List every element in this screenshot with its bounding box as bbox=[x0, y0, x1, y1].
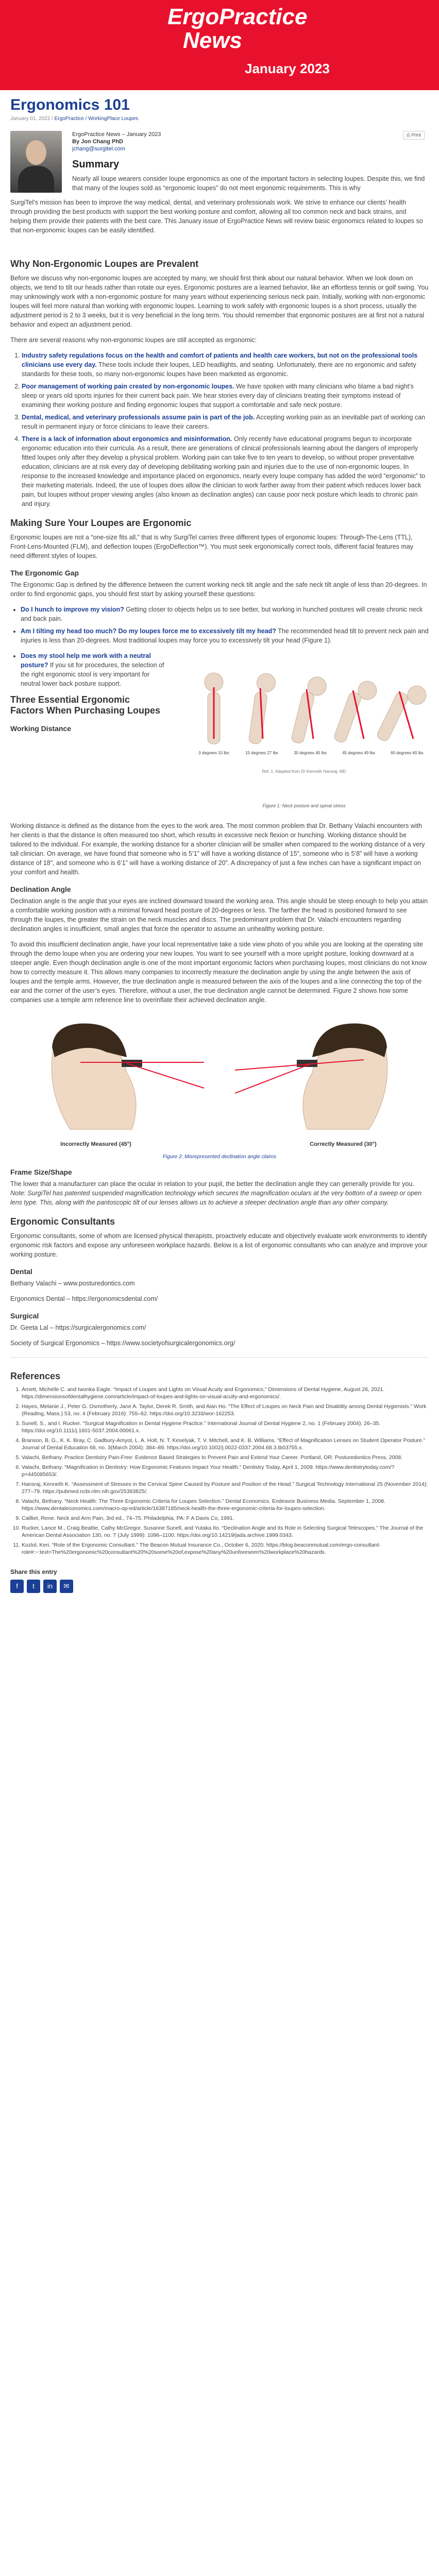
reference-item: 7. Hansraj, Kenneth K. “Assessment of Stresses in the Cervical Spine Caused by Posture and Position of the Head.” Surgical Technology International 25 (November 2014): 277–79. https://pubmed.ncbi.nlm.nih.gov/25393825/. bbox=[22, 1481, 429, 1495]
reference-item: 8. Valachi, Bethany. “Neck Health: The Three Ergonomic Criteria for Loupes Selection.” Dental Economics. Endeavor Business Media. September 1, 2008. https://www.dentaleconomics.com/macro-op-ed/article/16387185/neck-health-the-three-ergonomic-criteria-for-loupes-selection. bbox=[22, 1498, 429, 1512]
incorrect-measurement-illustration bbox=[52, 1024, 204, 1147]
subsection-heading: The Ergonomic Gap bbox=[10, 569, 79, 577]
figure-label: 15 degrees 27 lbs bbox=[245, 751, 278, 755]
issue-date: January 2023 bbox=[245, 61, 330, 76]
reference-item: 6. Valachi, Bethany. “Magnification in Dentistry: How Ergonomic Features Impact Your Health.” Dentistry Today, April 1, 2009. https://www.dentistrytoday.com/?p=445085653/. bbox=[22, 1464, 429, 1478]
reference-item: 9. Cailliet, Rene. Neck and Arm Pain, 3rd ed., 74–75. Philadelphia, PA: F A Davis Co, 1991. bbox=[22, 1515, 429, 1522]
reference-item: 3. Sunell, S., and I. Rucker. “Surgical Magnification in Dental Hygiene Practice.” International Journal of Dental Hygiene 2, no. 1 (February 2004): 26–35. https://doi.org/10.1111/j.1601-5037.2004.00061.x. bbox=[22, 1420, 429, 1434]
post-category-link[interactable]: ErgoPractice / WorkingPlace Loupes bbox=[54, 116, 139, 122]
figure-caption: Figure 2: Misrepresented declination angle claims bbox=[162, 1154, 277, 1160]
figure-label: Incorrectly Measured (45°) bbox=[60, 1141, 131, 1147]
paragraph: The lower that a manufacturer can place the ocular in relation to your pupil, the better the declination angle they can generally provide for you. Note: SurgiTel has patented suspended magnification technology which secures the magnification oculars at the very bottom of a sweep or open lens type. This, along with the pantoscopic tilt of our lenses allows us to achieve a steeper declination angle than any other company. bbox=[10, 1180, 421, 1206]
reference-item: 10. Rucker, Lance M., Craig Beattie, Cathy McGregor, Susanne Sunell, and Yutaka Ito. “Declination Angle and Its Role in Selecting Surgical Telescopes.” The Journal of the American Dental Association 130, no. 7 (July 1999): 1096–1100. https://doi.org/10.14219/jada.archive.1999.0343. bbox=[22, 1524, 429, 1539]
byline: ErgoPractice News – January 2023 By Jon Chang PhD jchang@surgitel.com bbox=[72, 131, 161, 152]
summary-heading: Summary bbox=[72, 159, 120, 170]
reference-item: 11. Kozlol, Keri. “Role of the Ergonomic Consultant.” The Beacon Mutual Insurance Co., October 6, 2020. https://blog.beaconmutual.com/ergo-consultant-role#:~:text=The%20ergonomic%20consultant%20%20some%20of,expose%20any%20unforeseen%20workplace%20hazards. bbox=[22, 1541, 429, 1556]
list-item: 1. Industry safety regulations focus on the health and comfort of patients and health care workers, but not on the professional tools clinicians use every day. These tools include their loupes, LED headlights, and seating. Unfortunately, there are no ergonomic and safety standards for these tools, so many non-ergonomic loupes have been marketed as ergonomic. bbox=[22, 351, 429, 379]
list-item: • Do I hunch to improve my vision? Getting closer to objects helps us to see better, but working in hunched postures will create chronic neck and back pain. bbox=[21, 605, 429, 623]
paragraph: There are several reasons why non-ergonomic loupes are still accepted as ergonomic: bbox=[10, 336, 257, 344]
subsection-heading: Surgical bbox=[10, 1312, 39, 1320]
reasons-list bbox=[22, 351, 429, 509]
references-heading: References bbox=[10, 1371, 61, 1381]
twitter-icon[interactable]: t bbox=[27, 1580, 40, 1593]
email-icon[interactable]: ✉ bbox=[60, 1580, 73, 1593]
paragraph: To avoid this insufficient declination angle, have your local representative take a side view photo of you while you are looking at the operating site through the demo loupe when you are ordering your new loupes. You want to see yourself with a more upright posture, looking downward at a steeper angle. Even though declination angle is one of the most important ergonomic factors when purchasing loupes, most clinicians do not know how to correctly measure it. This allows many companies to incorrectly measure the declination angle by using the angle between the axis of loupes and the temple arms. However, the true declination angle is measured between the axis of the loupes and a line connecting the top of the ear and the corner of the user’s eyes. Therefore, without a user, the true declination angle cannot be determined. Figure 2 shows how some companies use a temple arm reference line to overinflate their achieved declination angle. bbox=[10, 941, 427, 1004]
reference-item: 4. Branson, B. G., K. K. Bray, C. Gadbury-Amyot, L. A. Holt, N. T. Keselyak, T. V. Mitchell, and K. B. Williams. “Effect of Magnification Lenses on Student Operator Posture.” Journal of Dental Education 68, no. 3(March 2004): 384–89. https://doi.org/10.1002/j.0022-0337.2004.68.3.tb03755.x. bbox=[22, 1437, 429, 1451]
figure-label: 60 degrees 60 lbs bbox=[391, 751, 424, 755]
figure-2-declination-angle bbox=[24, 1011, 415, 1150]
consultant-link[interactable]: Dr. Geeta Lal – https://surgicalergonomics.com/ bbox=[10, 1324, 146, 1331]
figure-source: Ref. 1. Adapted from Dr Kenneth Hansraj, MD bbox=[262, 769, 346, 774]
reference-item: 2. Hayes, Melanie J., Peter G. Osmotherly, Jane A. Taylor, Derek R. Smith, and Alan Ho. “The Effect of Loupes on Neck Pain and Disability among Dental Hygienists.” Work (Reading, Mass.) 53, no. 4 (February 2016): 755–62. https://doi.org/10.3233/wor-162253. bbox=[22, 1403, 429, 1417]
share-section bbox=[10, 1568, 429, 1593]
summary-paragraph: Nearly all loupe wearers consider loupe ergonomics as one of the important factors in selecting loupes. Despite this, we find that many of the loupes sold as “ergonomic loupes” do not meet ergonomic requirements. This is why bbox=[72, 175, 425, 192]
section-heading: Ergonomic Consultants bbox=[10, 1216, 115, 1227]
divider bbox=[10, 1357, 429, 1358]
correct-measurement-illustration bbox=[235, 1024, 387, 1147]
list-item: 4. There is a lack of information about ergonomics and misinformation. Only recently have educational programs begun to incorporate ergonomic education into their curricula. As a result, there are generations of clinical professionals learning about the dangers of improperly fitted loupes only after they develop a physical problem. Working pain can take five to ten years to develop, so without proper preventative education, clinicians are at risk every day of developing debilitating working pain and injuries due to the use of non-ergonomic loupes. In response to the increased knowledge and importance placed on ergonomics, nearly every loupe company has added the word “ergonomic” to their marketing materials. Indeed, the use of loupes does allow the clinician to work farther away from their patient which reduces lower back pain, but loupes without proper viewing angles (also known as declination angles) can cause poor neck posture which leads to chronic pain and injury. bbox=[22, 434, 429, 509]
paragraph: Declination angle is the angle that your eyes are inclined downward toward the working area. This angle should be steep enough to help you attain a comfortable working position with a minimal forward head posture of 20-degrees or less. The farther the head is positioned forward to see through the loupes, the greater the strain on the neck muscles and discs. The predominant problem that Dr. Valachi encounters regarding declination angles is insufficient, small angles that force the operator to assume an unhealthy working posture. bbox=[10, 897, 428, 933]
figure-label: 0 degrees 10 lbs bbox=[198, 751, 229, 755]
subsection-heading: Dental bbox=[10, 1267, 32, 1276]
author-photo bbox=[10, 131, 62, 193]
page-title: Ergonomics 101 bbox=[10, 96, 130, 113]
list-item: • Am I tilting my head too much? Do my loupes force me to excessively tilt my head? The recommended head tilt to prevent neck pain and injuries is less than 20-degrees. Most traditional loupes may force you to excessively tilt your head (Figure 1). bbox=[21, 626, 429, 645]
list-item: 2. Poor management of working pain created by non-ergonomic loupes. We have spoken with many clinicians who blame a bad night’s sleep or years old sports injuries for their current back pain. We hear stories every day of clinicians treating their symptoms instead of examining their working posture and finding ergonomic loupes that support a comfortable and safe neck posture. bbox=[22, 382, 429, 410]
section-heading: Why Non-Ergonomic Loupes are Prevalent bbox=[10, 259, 199, 269]
paragraph: Before we discuss why non-ergonomic loupes are accepted by many, we should first think about our natural behavior. When we look down on objects, we tend to tilt our heads rather than rotate our eyes. Ergonomic postures are a learned behavior, like an effortless tennis or golf swing. You may unknowingly work with a non-ergonomic posture for many years without experiencing serious neck pain. Initially, working with non-ergonomic loupes will feel more natural than working with ergonomic loupes. Learning to work safely with ergonomic loupes is a short process, usually the adjustment period is 2 to 3 weeks, but it is very beneficial in the long term. You should remember that ergonomic postures are at first not a natural behavior and expect an adjustment period. bbox=[10, 275, 429, 328]
consultant-link[interactable]: Society of Surgical Ergonomics – https://www.societyofsurgicalergonomics.org/ bbox=[10, 1340, 235, 1347]
figure-label: 45 degrees 49 lbs bbox=[342, 751, 375, 755]
questions-list bbox=[21, 605, 429, 645]
reference-item: 5. Valachi, Bethany. Practice Dentistry Pain-Free: Evidence Based Strategies to Prevent Pain and Extend Your Career. Portland, OR: Posturedontics Press, 2008. bbox=[22, 1454, 429, 1461]
figure-label: 30 degrees 40 lbs bbox=[294, 751, 327, 755]
post-meta: January 01, 2022 / ErgoPractice / WorkingPlace Loupes bbox=[10, 116, 139, 122]
reference-item: 1. Arnett, Michelle C. and Iwonka Eagle. “Impact of Loupes and Lights on Visual Acuity and Ergonomics.” Dimensions of Dental Hygiene, August 26, 2021. https://dimensionsofdentalhygiene.com/article/impact-of-loupes-and-lights-on-visual-acuity-and-ergonomics/. bbox=[22, 1386, 429, 1400]
newsletter-brand: ErgoPractice News bbox=[167, 4, 308, 53]
list-item: • Does my stool help me work with a neutral posture? If you sit for procedures, the selection of the right ergonomic stool is very important for neutral lower back posture support. bbox=[21, 651, 165, 688]
references-section bbox=[10, 1371, 429, 1556]
section-heading: Three Essential Ergonomic Factors When Purchasing Loupes bbox=[10, 694, 161, 716]
figure-label: Correctly Measured (30°) bbox=[310, 1141, 377, 1147]
list-item: 3. Dental, medical, and veterinary professionals assume pain is part of the job. Accepting working pain as an inevitable part of working can result in permanent injury or force clinicians to leave their careers. bbox=[22, 413, 429, 431]
figure-1-neck-posture bbox=[180, 651, 428, 811]
subsection-heading: Frame Size/Shape bbox=[10, 1168, 72, 1176]
paragraph: Ergonomic loupes are not a “one-size fits all,” that is why SurgiTel carries three different types of ergonomic loupes: Through-The-Lens (TTL), Front-Lens-Mounted (FLM), and deflection loupes (ErgoDeflection™). You must seek ergonomically correct tools, different facial features may need different styles of loupes. bbox=[10, 534, 414, 560]
paragraph: The Ergonomic Gap is defined by the difference between the current working neck tilt angle and the safe neck tilt angle of less than 20-degrees. In order to find ergonomic gaps, you should first start by asking yourself these questions: bbox=[10, 581, 427, 598]
printer-icon: ⎙ bbox=[406, 132, 410, 138]
summary-paragraph-2: SurgiTel’s mission has been to improve the way medical, dental, and veterinary professionals work. We strive to enhance our clients’ health through providing the best products with support the best working posture and comfort, allowing all too common neck and back strains, and helping them provide their patients with the best care. This January issue of ErgoPractice News will review basic ergonomics related to loupes so that non-ergonomic loupes can be easily identified. bbox=[10, 199, 423, 234]
linkedin-icon[interactable]: in bbox=[43, 1580, 57, 1593]
post-date: January 01, 2022 bbox=[10, 116, 50, 122]
section-heading: Making Sure Your Loupes are Ergonomic bbox=[10, 518, 192, 528]
subsection-heading: Working Distance bbox=[10, 724, 71, 733]
paragraph: Ergonomic consultants, some of whom are licensed physical therapists, proactively educate and objectively evaluate work environments to identify ergonomic risk factors and expose any unforeseen workplace hazards. Below is a list of ergonomic consultants who can analyze and improve your working posture. bbox=[10, 1232, 428, 1258]
references-list bbox=[22, 1386, 429, 1556]
figure-caption: Figure 1: Neck posture and spinal stress bbox=[262, 803, 346, 808]
share-heading: Share this entry bbox=[10, 1568, 57, 1575]
consultant-link[interactable]: Bethany Valachi – www.posturedontics.com bbox=[10, 1280, 135, 1287]
print-button[interactable]: ⎙ Print bbox=[403, 131, 425, 140]
author-email-link[interactable]: jchang@surgitel.com bbox=[72, 146, 125, 152]
consultant-link[interactable]: Ergonomics Dental – https://ergonomicsdental.com/ bbox=[10, 1295, 158, 1302]
newsletter-header bbox=[0, 0, 439, 90]
subsection-heading: Declination Angle bbox=[10, 885, 71, 893]
facebook-icon[interactable]: f bbox=[10, 1580, 24, 1593]
paragraph: Working distance is defined as the distance from the eyes to the work area. The most common problem that Dr. Bethany Valachi encounters with her clients is that the distance is often measured too short, which results in excessive neck flexion or hunching. Working distance should be tailored to the individual. For example, the working distance for a shorter clinician will be smaller when compared to the working distance of a very tall clinician. On average, we have found that someone who is 5’1” will have a working distance of 15”, someone who is 5’8” will have a working distance of 18”, and someone who is 6’1” will have a working distance of 20”. A discrepancy of just a few inches can have a significant impact on your comfort and health. bbox=[10, 822, 425, 876]
